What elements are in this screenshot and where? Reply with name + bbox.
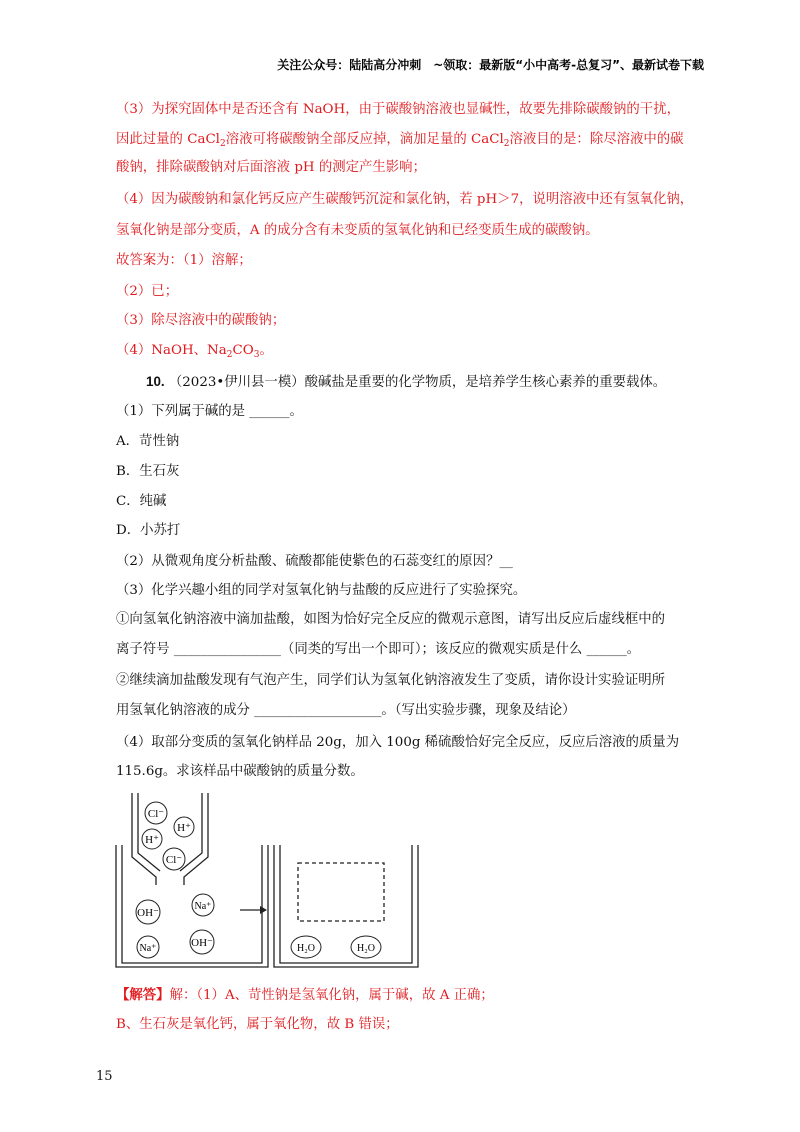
analysis-p3-line1: （3）为探究固体中是否还含有 NaOH，由于碳酸钠溶液也显碱性，故要先排除碳酸钠的干扰， [116,102,680,117]
svg-text:H⁺: H⁺ [145,834,159,846]
question-1: （1）下列属于碱的是 ______。 [116,404,303,419]
analysis-p3-line2: 因此过量的 CaCl$_2$溶液可将碳酸钠全部反应掉，滴加足量的 CaCl$_2$溶液目的是：除尽溶液中的碳 [116,132,684,149]
solution-line1: 【解答】解：（1）A、苛性钠是氢氧化钠，属于碱，故 A 正确； [116,987,494,1003]
option-c: C．纯碱 [116,494,167,509]
question-3-2-line2: 用氢氧化钠溶液的成分 ___________________。（写出实验步骤，现象及结论） [116,703,576,718]
molecule-h2o-1 [291,936,321,958]
svg-text:Cl⁻: Cl⁻ [165,854,183,866]
ion-na-2 [137,936,159,958]
reaction-diagram [110,785,420,975]
svg-text:Na⁺: Na⁺ [139,943,157,954]
molecule-h2o-2 [351,936,381,958]
option-d: D．小苏打 [116,523,181,538]
svg-text:Cl⁻: Cl⁻ [147,808,165,820]
page-number: 15 [96,1069,113,1084]
ion-h-2 [174,817,194,837]
question-3-1-line1: ①向氢氧化钠溶液中滴加盐酸，如图为恰好完全反应的微观示意图，请写出反应后虚线框中的 [116,612,666,627]
question-number: 10. [146,374,165,389]
svg-text:H⁺: H⁺ [177,822,191,834]
ion-oh-1 [136,900,160,924]
header-note: 关注公众号：陆陆高分冲刺 ~领取：最新版“小中高考-总复习”、最新试卷下载 [277,58,704,72]
svg-text:H₂O: H₂O [297,943,315,954]
svg-text:OH⁻: OH⁻ [191,937,213,949]
ion-oh-2 [190,930,214,954]
svg-text:Na⁺: Na⁺ [194,901,212,912]
question-10-intro: 10. （2023•伊川县一模）酸碱盐是重要的化学物质，是培养学生核心素养的重要载体。 [146,374,667,390]
svg-text:OH⁻: OH⁻ [137,907,159,919]
ion-h-1 [142,829,162,849]
answer-label: 故答案为：（1）溶解； [116,253,252,268]
option-b: B．生石灰 [116,464,180,479]
analysis-p4-line1: （4）因为碳酸钠和氯化钙反应产生碳酸钙沉淀和氯化钠，若 pH＞7，说明溶液中还有氢氧化钠， [116,192,694,207]
question-4-line1: （4）取部分变质的氢氧化钠样品 20g，加入 100g 稀硫酸恰好完全反应，反应后溶液的质量为 [116,735,680,750]
ion-na-1 [192,894,214,916]
answer-3: （3）除尽溶液中的碳酸钠； [116,313,286,328]
svg-text:H₂O: H₂O [357,943,375,954]
option-a: A．苛性钠 [116,434,180,449]
answer-2: （2）已； [116,284,179,299]
question-2: （2）从微观角度分析盐酸、硫酸都能使紫色的石蕊变红的原因？__ [116,554,513,569]
analysis-p4-line2: 氢氧化钠是部分变质，A 的成分含有未变质的氢氧化钠和已经变质生成的碳酸钠。 [116,223,599,238]
question-4-line2: 115.6g。求该样品中碳酸钠的质量分数。 [116,764,364,779]
solution-label: 【解答】 [116,987,170,1003]
solution-line2: B、生石灰是氧化钙，属于氧化物，故 B 错误； [116,1017,399,1032]
analysis-p3-line3: 酸钠，排除碳酸钠对后面溶液 pH 的测定产生影响； [116,160,426,175]
answer-4: （4）NaOH、$Na_2CO_3$。 [116,343,273,360]
question-3-1-line2: 离子符号 ________________（同类的写出一个即可）；该反应的微观实质是什么 ______。 [116,642,641,657]
question-3-2-line1: ②继续滴加盐酸发现有气泡产生，同学们认为氢氧化钠溶液发生了变质，请你设计实验证明所 [116,673,666,688]
ion-cl-1 [145,802,167,824]
question-3: （3）化学兴趣小组的同学对氢氧化钠与盐酸的反应进行了实验探究。 [116,583,527,598]
ion-cl-2 [163,848,185,870]
